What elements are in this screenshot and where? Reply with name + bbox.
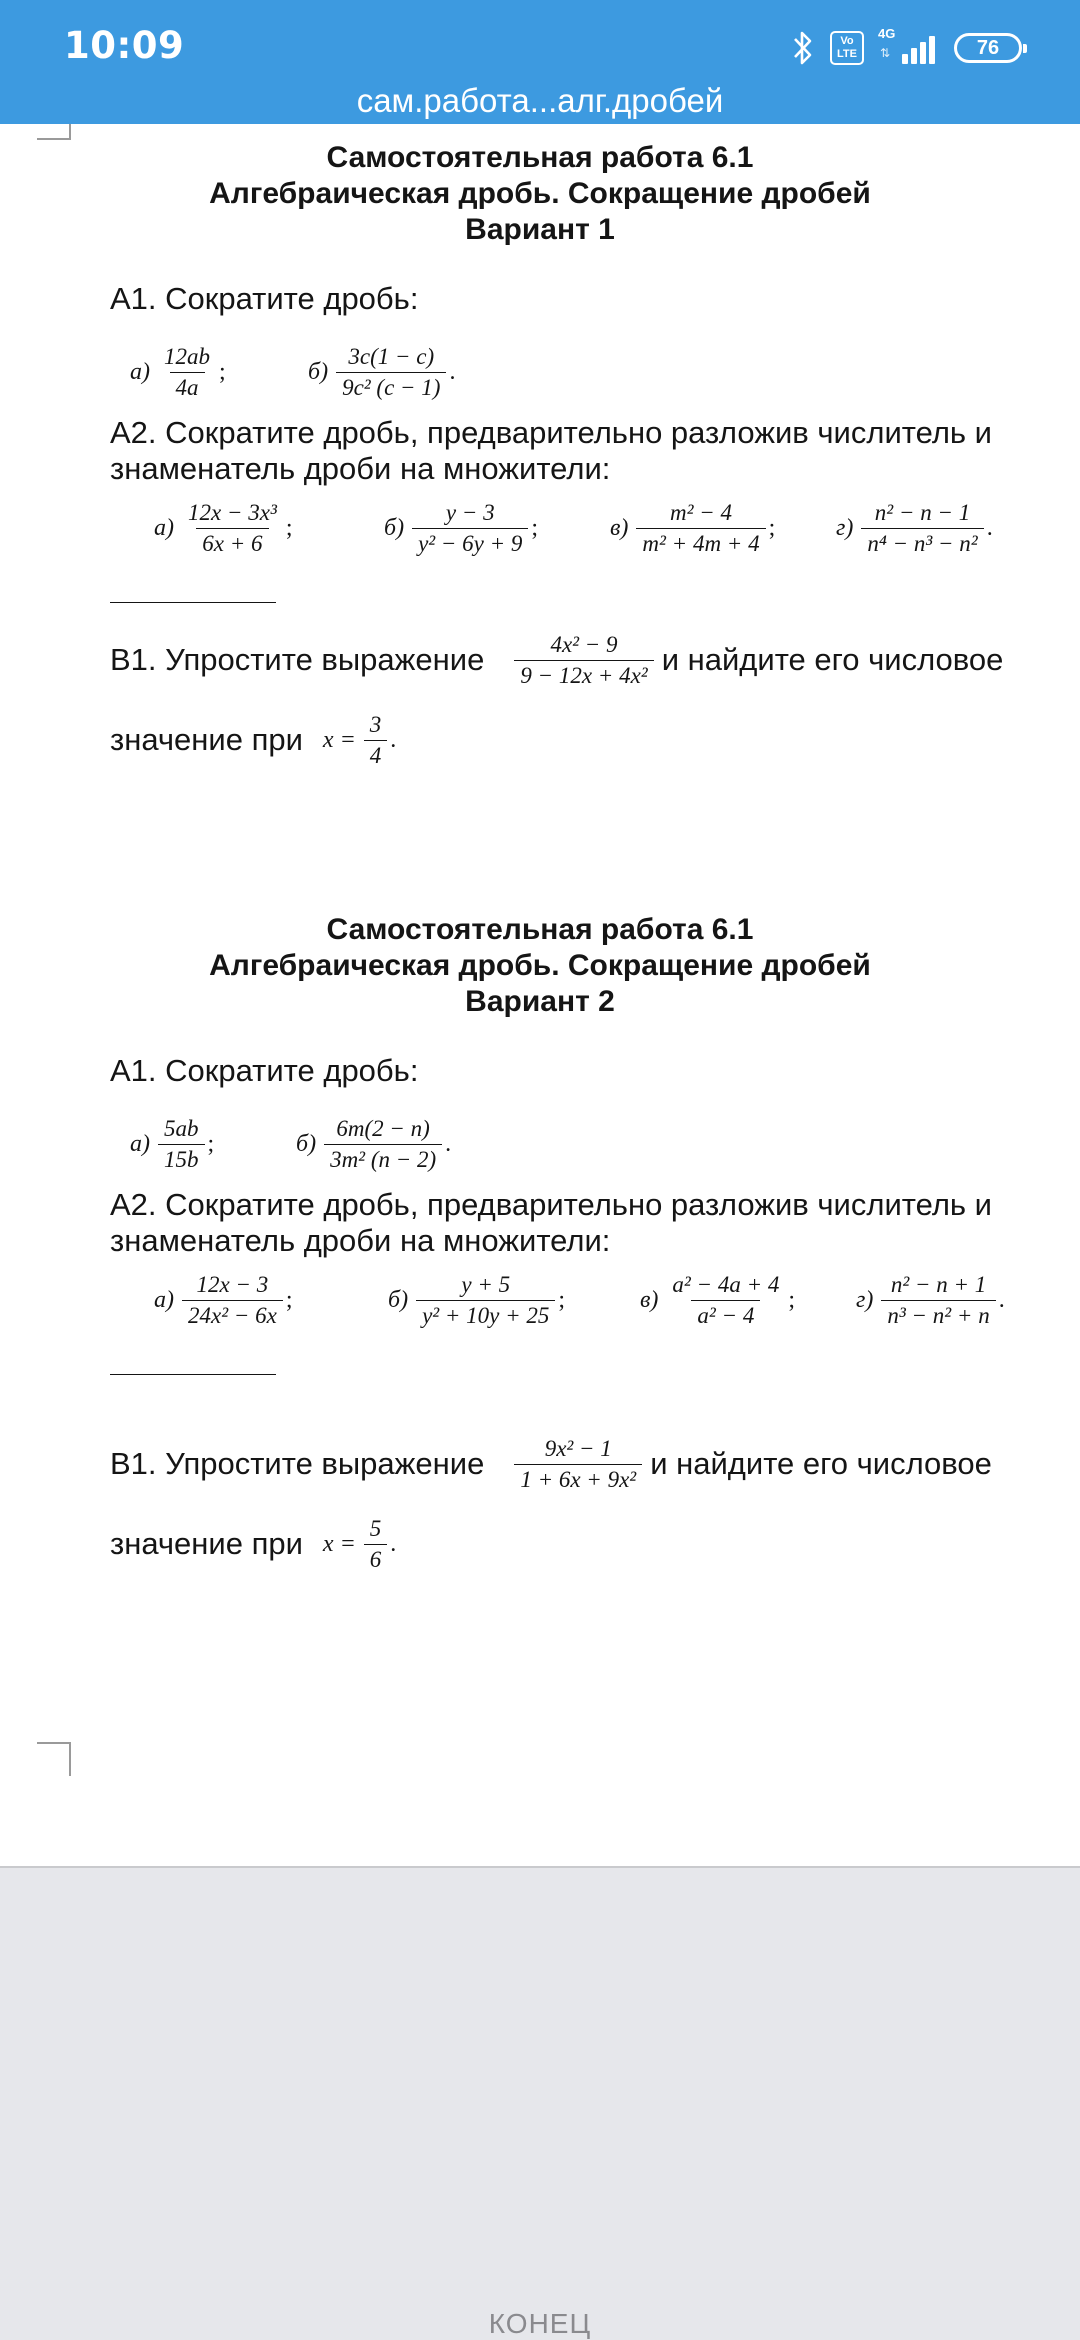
data-arrows-icon: ⇅	[880, 46, 891, 60]
b1-line2: значение при	[110, 1526, 303, 1561]
variant-number: Вариант 1	[465, 213, 615, 246]
bluetooth-icon	[790, 28, 816, 68]
item-label: в)	[610, 514, 629, 541]
fraction	[336, 342, 446, 403]
fraction	[861, 498, 983, 559]
punctuation: .	[390, 1530, 397, 1557]
numerator: n² − n + 1	[890, 1271, 987, 1297]
volte-icon: Vo LTE	[830, 31, 864, 65]
variant-title: Самостоятельная работа 6.1	[326, 913, 754, 946]
x-variable: x =	[322, 726, 356, 753]
denominator: 4	[364, 740, 388, 771]
denominator: 9c² (c − 1)	[336, 372, 446, 403]
page-corner-mark	[37, 1742, 71, 1776]
denominator: m² + 4m + 4	[636, 528, 765, 559]
variant-2	[0, 912, 1080, 1572]
numerator: 5ab	[164, 1115, 199, 1141]
denominator: 9 − 12x + 4x²	[514, 660, 653, 691]
punctuation: ;	[558, 1286, 566, 1313]
a2-item-a	[154, 486, 293, 570]
numerator: y − 3	[445, 499, 495, 525]
task-a1: А1. Сократите дробь:	[110, 281, 419, 316]
denominator: 1 + 6x + 9x²	[514, 1464, 642, 1495]
item-label: г)	[856, 1286, 874, 1313]
numerator: 3c(1 − c)	[348, 343, 435, 369]
fraction	[636, 498, 765, 559]
divider-line	[110, 1374, 276, 1375]
variant-title: Самостоятельная работа 6.1	[326, 141, 754, 174]
fraction	[514, 1434, 642, 1495]
b1-suffix: и найдите его числовое	[661, 642, 1004, 677]
task-a2: А2. Сократите дробь, предварительно разложив числитель и знаменатель дроби на множители:	[110, 1187, 992, 1258]
task-b1-line2	[0, 1502, 1080, 1586]
punctuation: .	[998, 1286, 1005, 1313]
a1-item-b	[308, 330, 455, 414]
a1-item-b	[296, 1102, 451, 1186]
task-a2: А2. Сократите дробь, предварительно разложив числитель и знаменатель дроби на множители:	[110, 415, 992, 486]
denominator: 6	[364, 1544, 388, 1575]
fraction	[324, 1114, 442, 1175]
b1-prefix: В1. Упростите выражение	[110, 642, 485, 677]
fraction	[182, 1270, 283, 1331]
top-bar	[0, 0, 1080, 124]
punctuation: ;	[219, 358, 226, 385]
task-b1-line2	[0, 698, 1080, 782]
numerator: n² − n − 1	[874, 499, 971, 525]
status-clock: 10:09	[64, 24, 185, 67]
a2-item-g	[836, 486, 993, 570]
document-page[interactable]	[0, 124, 1080, 1868]
denominator: y² + 10y + 25	[416, 1300, 555, 1331]
numerator: y + 5	[461, 1271, 511, 1297]
signal-bar-3	[920, 42, 926, 64]
task-b1-line1	[0, 618, 1080, 702]
item-label: г)	[836, 514, 854, 541]
numerator: a² − 4a + 4	[672, 1271, 780, 1297]
b1-suffix: и найдите его числовое	[650, 1446, 992, 1481]
a2-item-v	[640, 1258, 795, 1342]
punctuation: ;	[285, 1286, 293, 1313]
denominator: n⁴ − n³ − n²	[861, 528, 983, 559]
a2-item-b	[384, 486, 538, 570]
battery-icon	[954, 33, 1022, 63]
item-label: б)	[388, 1286, 409, 1313]
task-a1: А1. Сократите дробь:	[110, 1053, 419, 1088]
denominator: 24x² − 6x	[182, 1300, 283, 1331]
numerator: 9x² − 1	[544, 1435, 612, 1461]
page-corner-mark	[37, 124, 71, 140]
denominator: 4a	[170, 372, 205, 403]
fraction	[364, 710, 388, 771]
battery-level: 76	[976, 36, 1000, 59]
numerator: 12x − 3	[196, 1271, 269, 1297]
fraction	[182, 498, 283, 559]
a2-item-g	[856, 1258, 1005, 1342]
a2-row	[0, 1258, 1080, 1342]
numerator: m² − 4	[669, 499, 733, 525]
punctuation: .	[390, 726, 397, 753]
numerator: 3	[369, 711, 382, 737]
item-label: б)	[384, 514, 405, 541]
a2-item-v	[610, 486, 775, 570]
punctuation: ;	[768, 514, 776, 541]
signal-bar-2	[911, 48, 917, 64]
denominator: 6x + 6	[196, 528, 268, 559]
a2-row	[0, 486, 1080, 570]
numerator: 12x − 3x³	[188, 499, 277, 525]
a1-row	[0, 330, 1080, 414]
divider-line	[110, 602, 276, 603]
item-label: б)	[296, 1130, 317, 1157]
punctuation: .	[986, 514, 993, 541]
numerator: 6m(2 − n)	[336, 1115, 430, 1141]
a2-item-a	[154, 1258, 293, 1342]
fraction	[364, 1514, 388, 1575]
fraction	[412, 498, 528, 559]
end-of-document-label: КОНЕЦ	[488, 2308, 592, 2339]
numerator: 12ab	[164, 343, 210, 369]
fraction	[416, 1270, 555, 1331]
punctuation: .	[449, 358, 456, 385]
network-type: 4G	[878, 26, 896, 41]
a1-item-a	[130, 1102, 214, 1186]
b1-prefix: В1. Упростите выражение	[110, 1446, 485, 1481]
denominator: y² − 6y + 9	[412, 528, 528, 559]
fraction	[666, 1270, 785, 1331]
variant-subtitle: Алгебраическая дробь. Сокращение дробей	[209, 177, 871, 210]
b1-line2: значение при	[110, 722, 303, 757]
fraction	[881, 1270, 995, 1331]
punctuation: ;	[788, 1286, 796, 1313]
punctuation: ;	[531, 514, 539, 541]
status-icons	[790, 26, 1022, 70]
fraction	[158, 1114, 205, 1175]
denominator: n³ − n² + n	[881, 1300, 995, 1331]
punctuation: ;	[207, 1130, 215, 1157]
document-title[interactable]: сам.работа...алг.дробей	[356, 82, 724, 119]
signal-bar-4	[929, 36, 935, 64]
numerator: 4x² − 9	[550, 631, 618, 657]
task-b1-line1	[0, 1422, 1080, 1506]
x-variable: x =	[322, 1530, 356, 1557]
numerator: 5	[369, 1515, 382, 1541]
punctuation: ;	[285, 514, 293, 541]
item-label: а)	[154, 514, 174, 541]
item-label: в)	[640, 1286, 659, 1313]
item-label: б)	[308, 358, 329, 385]
a1-row	[0, 1102, 1080, 1186]
signal-bar-1	[902, 54, 908, 64]
fraction	[514, 630, 653, 691]
fraction	[158, 342, 216, 403]
punctuation: .	[445, 1130, 452, 1157]
denominator: 3m² (n − 2)	[324, 1144, 442, 1175]
item-label: а)	[154, 1286, 174, 1313]
a1-item-a	[130, 330, 226, 414]
denominator: a² − 4	[691, 1300, 760, 1331]
signal-icon	[878, 28, 940, 68]
item-label: а)	[130, 1130, 150, 1157]
variant-subtitle: Алгебраическая дробь. Сокращение дробей	[209, 949, 871, 982]
variant-number: Вариант 2	[465, 985, 615, 1018]
denominator: 15b	[158, 1144, 205, 1175]
item-label: а)	[130, 358, 150, 385]
variant-1	[0, 140, 1080, 768]
a2-item-b	[388, 1258, 565, 1342]
